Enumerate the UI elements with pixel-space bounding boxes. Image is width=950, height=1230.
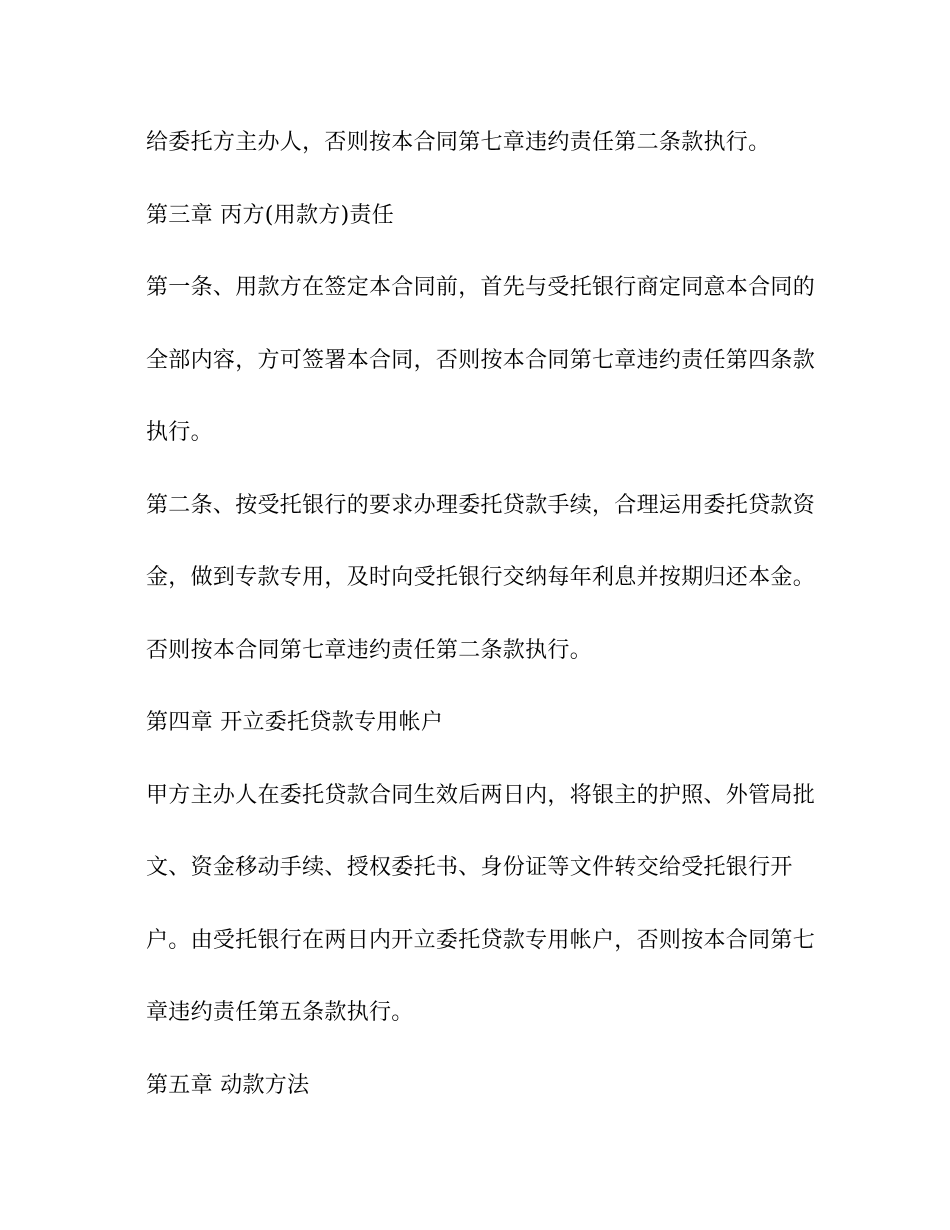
- text-line: 全部内容，方可签署本合同，否则按本合同第七章违约责任第四条款: [146, 348, 816, 373]
- text-line: 户。由受托银行在两日内开立委托贷款专用帐户，否则按本合同第七: [146, 928, 816, 953]
- text-line: 第二条、按受托银行的要求办理委托贷款手续，合理运用委托贷款资: [146, 493, 816, 518]
- text-line: 金，做到专款专用，及时向受托银行交纳每年利息并按期归还本金。: [146, 565, 816, 590]
- text-line: 给委托方主办人，否则按本合同第七章违约责任第二条款执行。: [146, 130, 771, 155]
- text-line: 甲方主办人在委托贷款合同生效后两日内，将银主的护照、外管局批: [146, 783, 816, 808]
- text-line: 章违约责任第五条款执行。: [146, 1000, 414, 1025]
- text-line: 执行。: [146, 420, 213, 445]
- chapter-heading: 第四章 开立委托贷款专用帐户: [146, 710, 444, 735]
- chapter-heading: 第三章 丙方(用款方)责任: [146, 203, 395, 228]
- text-line: 否则按本合同第七章违约责任第二条款执行。: [146, 638, 593, 663]
- text-line: 文、资金移动手续、授权委托书、身份证等文件转交给受托银行开: [146, 855, 793, 880]
- chapter-heading: 第五章 动款方法: [146, 1073, 310, 1098]
- text-line: 第一条、用款方在签定本合同前，首先与受托银行商定同意本合同的: [146, 275, 816, 300]
